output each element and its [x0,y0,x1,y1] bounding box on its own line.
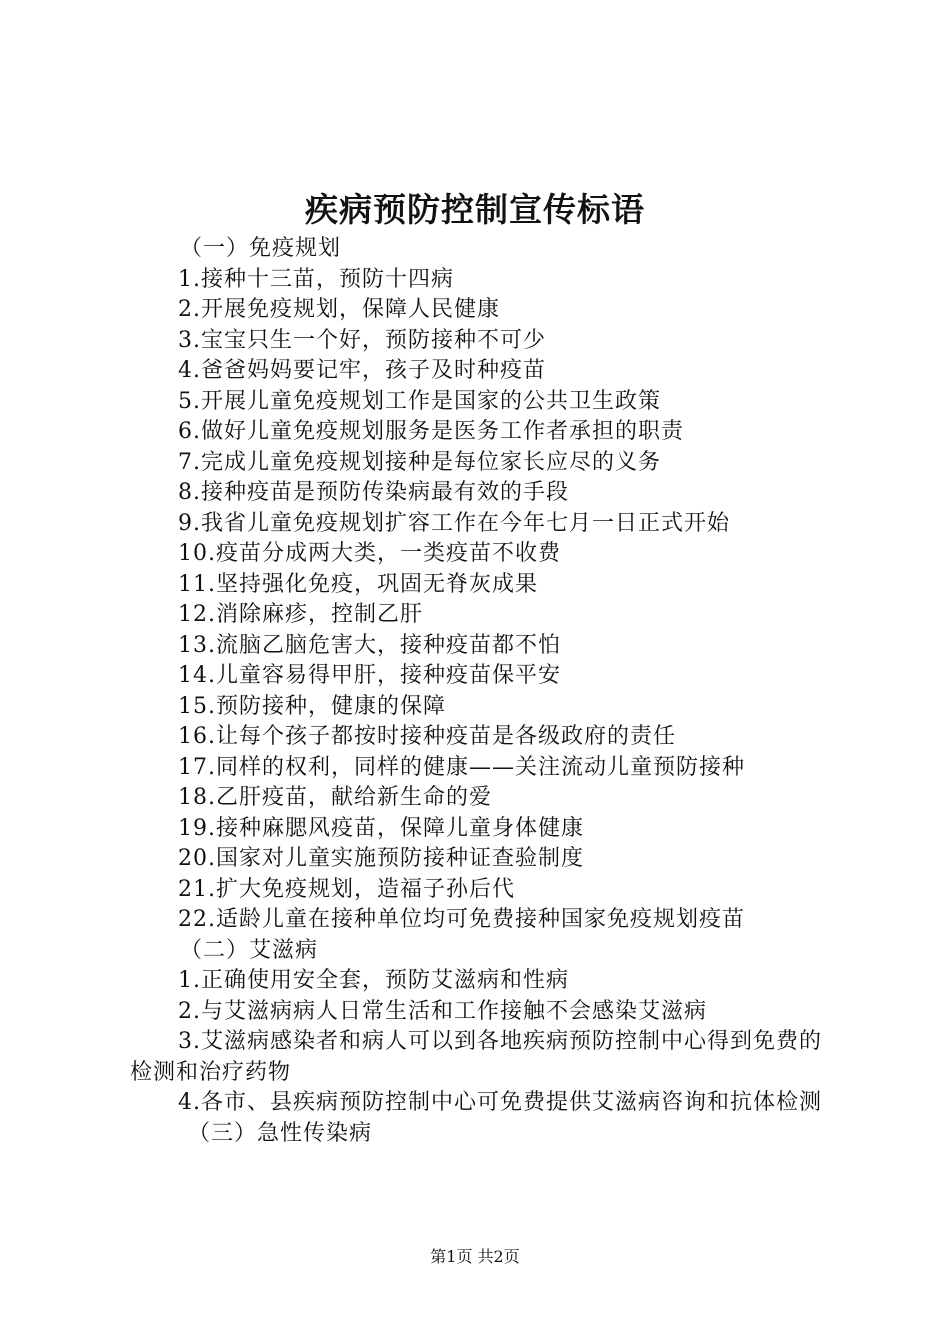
list-item: 9.我省儿童免疫规划扩容工作在今年七月一日正式开始 [178,510,730,536]
list-item: 19.接种麻腮风疫苗，保障儿童身体健康 [178,815,584,841]
immunization-slogan-list [130,265,830,936]
list-item: 13.流脑乙脑危害大，接种疫苗都不怕 [178,632,561,658]
section-heading-acute-infectious: （三）急性传染病 [188,1120,373,1146]
list-item: 2.开展免疫规划，保障人民健康 [178,297,500,322]
page-footer: 第1页 共2页 [430,1247,520,1266]
list-item: 17.同样的权利，同样的健康——关注流动儿童预防接种 [178,754,745,780]
list-item: 3.艾滋病感染者和病人可以到各地疾病预防控制中心得到免费的检测和治疗药物 [130,1029,822,1085]
list-item: 4.各市、县疾病预防控制中心可免费提供艾滋病咨询和抗体检测 [178,1090,822,1115]
list-item: 10.疫苗分成两大类，一类疫苗不收费 [178,541,561,566]
list-item: 3.宝宝只生一个好，预防接种不可少 [178,327,546,353]
list-item: 18.乙肝疫苗，献给新生命的爱 [178,785,492,810]
list-item: 20.国家对儿童实施预防接种证查验制度 [178,846,584,871]
list-item: 4.爸爸妈妈要记牢，孩子及时种疫苗 [178,358,546,383]
list-item: 22.适龄儿童在接种单位均可免费接种国家免疫规划疫苗 [178,907,745,932]
list-item: 21.扩大免疫规划，造福子孙后代 [178,876,515,902]
aids-slogan-list [130,966,830,1027]
document-title: 疾病预防控制宣传标语 [305,190,645,229]
list-item: 15.预防接种，健康的保障 [178,693,446,719]
list-item: 14.儿童容易得甲肝，接种疫苗保平安 [178,663,561,688]
section-heading-aids: （二）艾滋病 [180,937,319,963]
list-item: 1.接种十三苗，预防十四病 [178,266,454,292]
list-item: 11.坚持强化免疫，巩固无脊灰成果 [178,571,538,597]
list-item: 6.做好儿童免疫规划服务是医务工作者承担的职责 [178,419,684,444]
section-heading-immunization: （一）免疫规划 [180,236,342,261]
list-item: 1.正确使用安全套，预防艾滋病和性病 [178,968,569,993]
list-item: 7.完成儿童免疫规划接种是每位家长应尽的义务 [178,449,661,475]
list-item: 5.开展儿童免疫规划工作是国家的公共卫生政策 [178,388,661,414]
list-item: 12.消除麻疹，控制乙肝 [178,602,423,627]
list-item: 8.接种疫苗是预防传染病最有效的手段 [178,480,569,505]
list-item: 16.让每个孩子都按时接种疫苗是各级政府的责任 [178,724,676,749]
document-body [130,234,830,1149]
list-item: 2.与艾滋病病人日常生活和工作接触不会感染艾滋病 [178,998,707,1024]
